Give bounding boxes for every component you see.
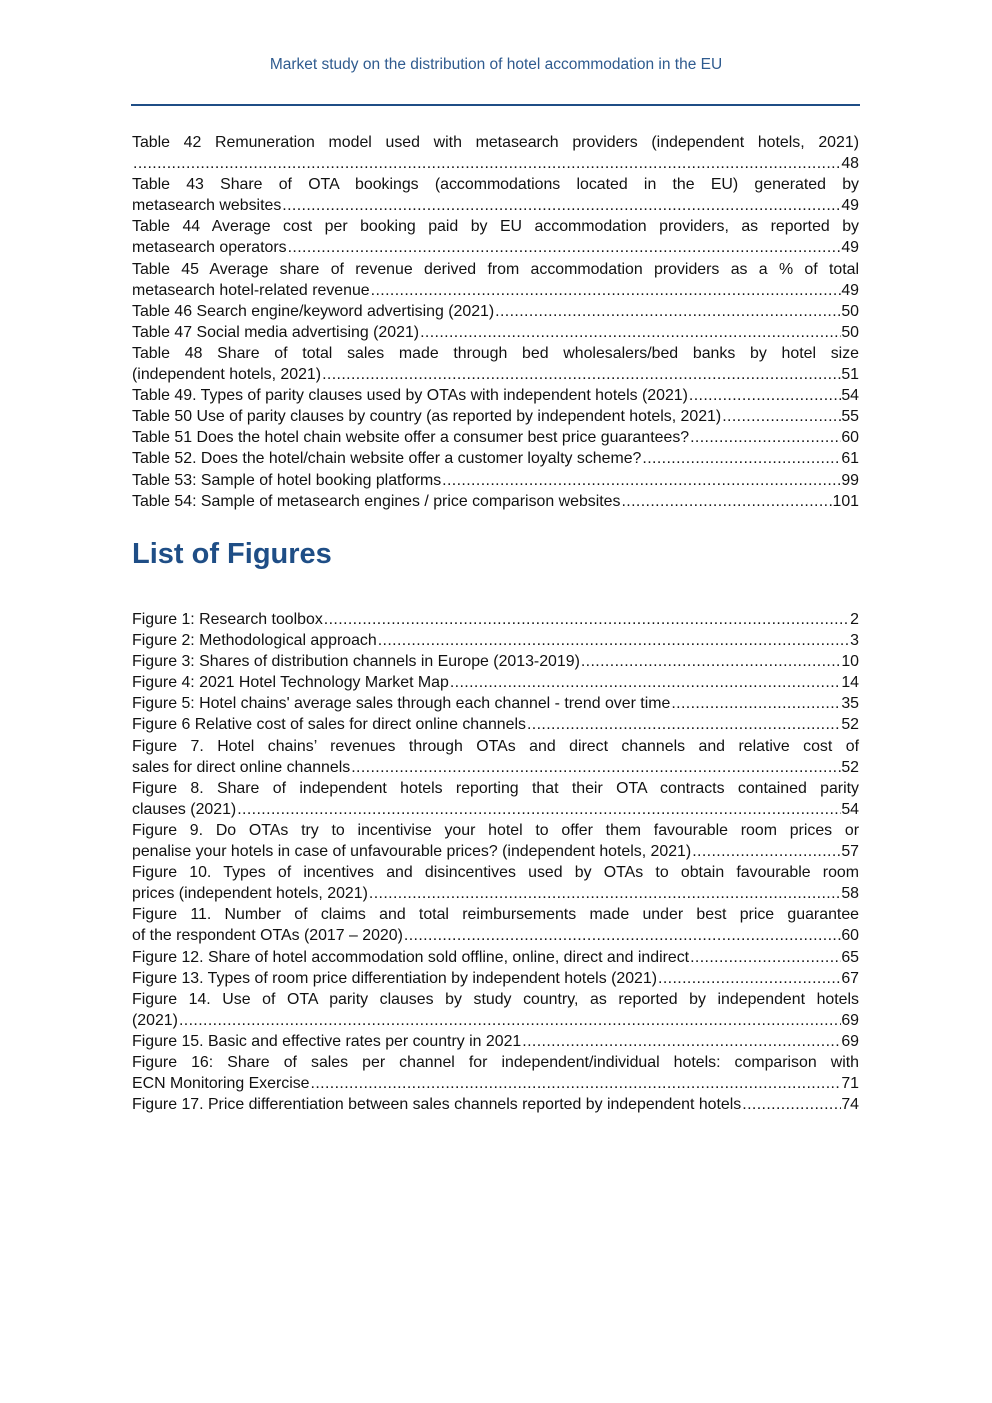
- page-number: 60: [841, 429, 859, 447]
- dot-leader: [368, 883, 841, 904]
- figure-entry-text: sales for direct online channels: [132, 758, 351, 776]
- table-entry-text: metasearch websites: [132, 197, 282, 215]
- page-number: 61: [841, 450, 859, 468]
- page-number: 69: [841, 1032, 859, 1050]
- page-number: 52: [841, 758, 859, 776]
- table-entry[interactable]: [132, 491, 859, 512]
- page-number: 55: [841, 408, 859, 426]
- table-entry-text: Table 52. Does the hotel/chain website offer a customer loyalty scheme?: [132, 450, 642, 468]
- dot-leader: [178, 1010, 841, 1031]
- page-number: 58: [841, 885, 859, 903]
- figure-entry-text: Figure 12. Share of hotel accommodation sold offline, online, direct and indirect: [132, 948, 690, 966]
- table-entry-text: Table 51 Does the hotel chain website offer a consumer best price guarantees?: [132, 429, 690, 447]
- figure-entry[interactable]: [132, 630, 859, 651]
- page-number: 50: [841, 323, 859, 341]
- page-number: 51: [841, 366, 859, 384]
- figure-entry[interactable]: [132, 1094, 859, 1115]
- table-entry[interactable]: [132, 470, 859, 491]
- figure-entry-text: (2021): [132, 1011, 178, 1029]
- dot-leader: [494, 301, 841, 322]
- figure-entry[interactable]: [132, 989, 859, 1031]
- figure-entry[interactable]: [132, 778, 859, 820]
- figure-entry-text: Figure 5: Hotel chains' average sales through each channel - trend over time: [132, 695, 671, 713]
- page-number: 52: [841, 716, 859, 734]
- page-number: 54: [841, 800, 859, 818]
- list-of-figures-heading: List of Figures: [132, 538, 332, 570]
- figure-entry[interactable]: [132, 609, 859, 630]
- table-entry[interactable]: [132, 406, 859, 427]
- figure-entry[interactable]: [132, 947, 859, 968]
- dot-leader: [721, 406, 841, 427]
- figure-entry-text: Figure 10. Types of incentives and disincentives used by OTAs to obtain favourable room: [132, 864, 859, 882]
- page-number: 54: [841, 387, 859, 405]
- dot-leader: [350, 757, 841, 778]
- page-number: 35: [841, 695, 859, 713]
- page-number: 71: [841, 1075, 859, 1093]
- page-number: 67: [841, 969, 859, 987]
- page-number: 14: [841, 674, 859, 692]
- figure-entry[interactable]: [132, 968, 859, 989]
- figure-entry[interactable]: [132, 651, 859, 672]
- figure-entry-text: clauses (2021): [132, 800, 237, 818]
- dot-leader: [689, 427, 841, 448]
- figure-entry[interactable]: [132, 904, 859, 946]
- table-entry-text: metasearch operators: [132, 239, 287, 257]
- table-entry-text: metasearch hotel-related revenue: [132, 281, 370, 299]
- figure-entry-text: Figure 15. Basic and effective rates per country in 2021: [132, 1032, 522, 1050]
- table-entry-text: Table 43 Share of OTA bookings (accommodations located in the EU) generated by: [132, 176, 859, 194]
- page-number: 65: [841, 948, 859, 966]
- figure-entry[interactable]: [132, 862, 859, 904]
- dot-leader: [441, 470, 841, 491]
- dot-leader: [521, 1031, 841, 1052]
- table-entry-text: (independent hotels, 2021): [132, 366, 322, 384]
- page-number: 101: [832, 492, 859, 510]
- header-rule: [131, 104, 860, 106]
- table-entry[interactable]: [132, 343, 859, 385]
- table-entry[interactable]: [132, 174, 859, 216]
- page-number: 10: [841, 653, 859, 671]
- dot-leader: [657, 968, 841, 989]
- dot-leader: [310, 1073, 842, 1094]
- figure-entry-text: penalise your hotels in case of unfavourable prices? (independent hotels, 2021): [132, 843, 692, 861]
- table-entry-text: Table 54: Sample of metasearch engines / price comparison websites: [132, 492, 621, 510]
- figure-entry-text: Figure 4: 2021 Hotel Technology Market Map: [132, 674, 449, 692]
- dot-leader: [741, 1094, 841, 1115]
- page-number: 99: [841, 471, 859, 489]
- dot-leader: [236, 799, 841, 820]
- list-of-tables: [132, 132, 859, 512]
- dot-leader: [132, 153, 841, 174]
- figure-entry[interactable]: [132, 736, 859, 778]
- table-entry-text: Table 49. Types of parity clauses used by OTAs with independent hotels (2021): [132, 387, 688, 405]
- figure-entry-text: Figure 8. Share of independent hotels reporting that their OTA contracts contained parity: [132, 779, 859, 797]
- page-number: 57: [841, 843, 859, 861]
- table-entry[interactable]: [132, 385, 859, 406]
- page-number: 69: [841, 1011, 859, 1029]
- page-number: 74: [841, 1096, 859, 1114]
- dot-leader: [641, 448, 841, 469]
- page-number: 49: [841, 281, 859, 299]
- figure-entry-text: Figure 2: Methodological approach: [132, 632, 377, 650]
- page-number: 49: [841, 197, 859, 215]
- dot-leader: [689, 947, 841, 968]
- dot-leader: [688, 385, 841, 406]
- figure-entry-text: Figure 3: Shares of distribution channels in Europe (2013-2019): [132, 653, 580, 671]
- figure-entry-text: ECN Monitoring Exercise: [132, 1075, 310, 1093]
- page-number: 2: [850, 611, 859, 628]
- figure-entry-text: Figure 6 Relative cost of sales for direct online channels: [132, 716, 526, 734]
- table-entry-text: Table 50 Use of parity clauses by country (as reported by independent hotels, 2021): [132, 408, 722, 426]
- figure-entry-text: Figure 16: Share of sales per channel for independent/individual hotels: comparison with: [132, 1053, 859, 1071]
- dot-leader: [321, 364, 841, 385]
- table-entry-text: Table 44 Average cost per booking paid by EU accommodation providers, as reported by: [132, 218, 859, 236]
- dot-leader: [377, 630, 850, 651]
- table-entry-text: Table 46 Search engine/keyword advertising (2021): [132, 302, 495, 320]
- figure-entry-text: Figure 1: Research toolbox: [132, 611, 323, 628]
- figure-entry[interactable]: [132, 1052, 859, 1094]
- page-number: 60: [841, 927, 859, 945]
- dot-leader: [419, 322, 841, 343]
- table-entry-text: Table 47 Social media advertising (2021): [132, 323, 420, 341]
- table-entry[interactable]: [132, 322, 859, 343]
- dot-leader: [287, 237, 842, 258]
- table-entry[interactable]: [132, 259, 859, 301]
- running-header: Market study on the distribution of hotel accommodation in the EU: [269, 56, 723, 73]
- table-entry-text: Table 45 Average share of revenue derived from accommodation providers as a % of total: [132, 260, 859, 278]
- figure-entry[interactable]: [132, 1031, 859, 1052]
- page-number: 3: [850, 632, 859, 650]
- page-number: 50: [841, 302, 859, 320]
- figure-entry-text: Figure 11. Number of claims and total reimbursements made under best price guarantee: [132, 906, 859, 924]
- dot-leader: [281, 195, 841, 216]
- table-entry[interactable]: [132, 216, 859, 258]
- table-entry-text: Table 53: Sample of hotel booking platforms: [132, 471, 442, 489]
- page-number: 49: [841, 239, 859, 257]
- dot-leader: [691, 841, 841, 862]
- table-entry-text: Table 42 Remuneration model used with metasearch providers (independent hotels, 2021): [132, 134, 859, 151]
- dot-leader: [620, 491, 832, 512]
- figure-entry-text: Figure 9. Do OTAs try to incentivise your hotel to offer them favourable room prices or: [132, 821, 859, 839]
- list-of-figures: [132, 609, 859, 1115]
- dot-leader: [403, 925, 841, 946]
- figure-entry[interactable]: [132, 693, 859, 714]
- dot-leader: [449, 672, 842, 693]
- dot-leader: [370, 280, 842, 301]
- figure-entry[interactable]: [132, 820, 859, 862]
- figure-entry-text: Figure 14. Use of OTA parity clauses by study country, as reported by independent hotels: [132, 990, 859, 1008]
- figure-entry[interactable]: [132, 672, 859, 693]
- figure-entry-text: of the respondent OTAs (2017 – 2020): [132, 927, 403, 945]
- table-entry[interactable]: [132, 427, 859, 448]
- page-number: 48: [841, 155, 859, 173]
- table-entry[interactable]: [132, 448, 859, 469]
- dot-leader: [670, 693, 841, 714]
- figure-entry-text: Figure 17. Price differentiation between sales channels reported by independent hotels: [132, 1096, 742, 1114]
- dot-leader: [580, 651, 841, 672]
- table-entry[interactable]: [132, 301, 859, 322]
- figure-entry[interactable]: [132, 714, 859, 735]
- dot-leader: [323, 609, 850, 630]
- figure-entry-text: prices (independent hotels, 2021): [132, 885, 368, 903]
- figure-entry-text: Figure 7. Hotel chains’ revenues through OTAs and direct channels and relative cost of: [132, 737, 859, 755]
- table-entry[interactable]: [132, 132, 859, 174]
- dot-leader: [526, 714, 841, 735]
- figure-entry-text: Figure 13. Types of room price differentiation by independent hotels (2021): [132, 969, 658, 987]
- table-entry-text: Table 48 Share of total sales made through bed wholesalers/bed banks by hotel size: [132, 344, 859, 362]
